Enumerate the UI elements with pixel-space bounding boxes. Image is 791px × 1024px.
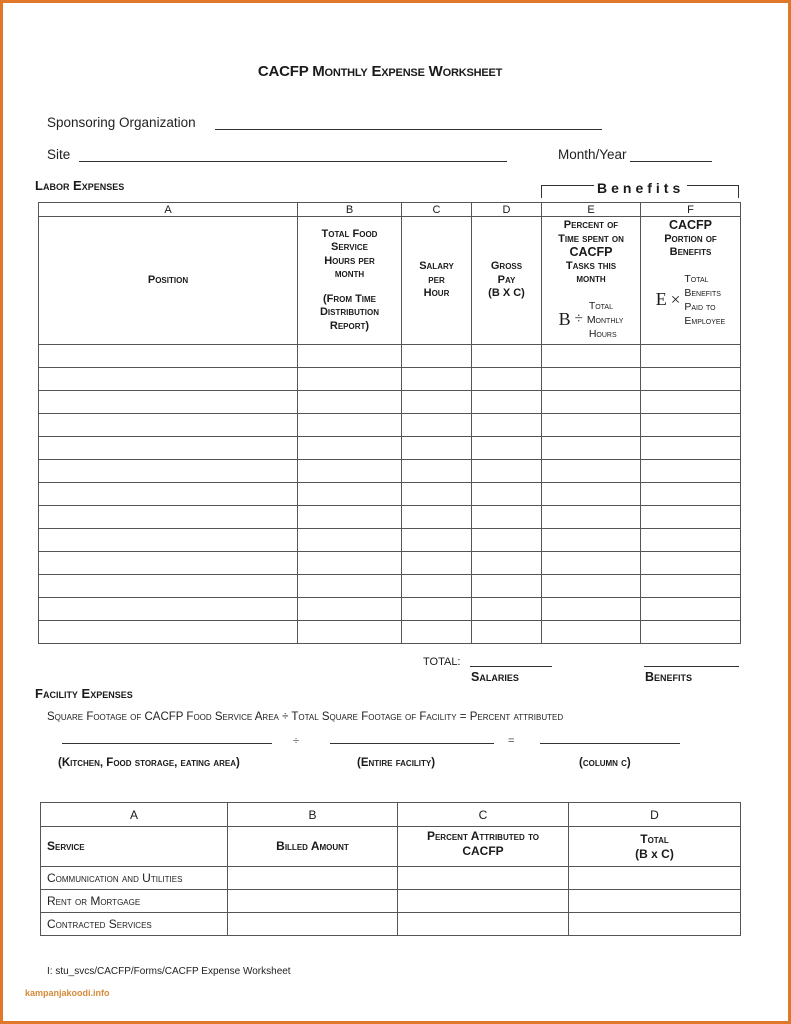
percent-time-cell[interactable] — [542, 414, 641, 437]
benefits-cell[interactable] — [641, 414, 741, 437]
hours-cell[interactable] — [298, 575, 402, 598]
equals-icon: = — [508, 735, 515, 747]
position-cell[interactable] — [39, 483, 298, 506]
divide-icon: ÷ — [293, 735, 300, 747]
total-cell[interactable] — [569, 867, 741, 890]
percent-cell[interactable] — [398, 890, 569, 913]
hours-cell[interactable] — [298, 391, 402, 414]
table-row — [39, 460, 741, 483]
table-row — [39, 345, 741, 368]
page-title: CACFP Monthly Expense Worksheet — [257, 63, 503, 80]
benefits-cell[interactable] — [641, 437, 741, 460]
site-field[interactable] — [79, 161, 507, 162]
gross-pay-cell[interactable] — [472, 529, 542, 552]
gross-pay-cell[interactable] — [472, 621, 542, 644]
gross-pay-cell[interactable] — [472, 345, 542, 368]
gross-pay-cell[interactable] — [472, 552, 542, 575]
percent-cell[interactable] — [398, 913, 569, 936]
col-letter: B — [298, 203, 402, 217]
percent-cell[interactable] — [398, 867, 569, 890]
percent-time-cell[interactable] — [542, 529, 641, 552]
total-salaries-field[interactable] — [470, 666, 552, 667]
col-letter: A — [39, 203, 298, 217]
kitchen-area-field[interactable] — [62, 743, 272, 744]
table-row — [39, 483, 741, 506]
header-percent-attributed: Percent Attributed to CACFP — [398, 827, 569, 867]
header-position: Position — [39, 217, 298, 345]
col-letter: C — [398, 803, 569, 827]
total-cell[interactable] — [569, 890, 741, 913]
percent-formula: B ÷ Total Monthly Hours — [558, 299, 624, 340]
hours-cell[interactable] — [298, 368, 402, 391]
percent-time-cell[interactable] — [542, 621, 641, 644]
facility-area-field[interactable] — [330, 743, 494, 744]
gross-pay-cell[interactable] — [472, 575, 542, 598]
header-row — [39, 217, 741, 345]
col-letter: B — [228, 803, 398, 827]
hours-cell[interactable] — [298, 621, 402, 644]
salary-cell[interactable] — [402, 621, 472, 644]
total-cell[interactable] — [569, 913, 741, 936]
table-row — [39, 529, 741, 552]
position-cell[interactable] — [39, 345, 298, 368]
formula-var-e: E — [655, 288, 667, 309]
col-letter: F — [641, 203, 741, 217]
table-row — [39, 437, 741, 460]
hours-cell[interactable] — [298, 460, 402, 483]
salary-cell[interactable] — [402, 506, 472, 529]
benefits-cell[interactable] — [641, 483, 741, 506]
hours-cell[interactable] — [298, 529, 402, 552]
percent-attributed-field[interactable] — [540, 743, 680, 744]
benefits-cell[interactable] — [641, 598, 741, 621]
salary-cell[interactable] — [402, 598, 472, 621]
salary-cell[interactable] — [402, 345, 472, 368]
header-cacfp-benefits: CACFP Portion of Benefits E × Total Benefits Paid to Employee — [641, 217, 741, 345]
formula-var-b: B — [558, 308, 571, 329]
percent-time-cell[interactable] — [542, 391, 641, 414]
percent-time-cell[interactable] — [542, 437, 641, 460]
col-letter: C — [402, 203, 472, 217]
hours-cell[interactable] — [298, 552, 402, 575]
percent-time-cell[interactable] — [542, 506, 641, 529]
benefits-group-label: Benefits — [594, 180, 687, 196]
position-cell[interactable] — [39, 529, 298, 552]
position-cell[interactable] — [39, 414, 298, 437]
service-name: Communication and Utilities — [41, 867, 228, 890]
table-row — [41, 913, 741, 936]
col-letter: D — [569, 803, 741, 827]
percent-time-cell[interactable] — [542, 368, 641, 391]
percent-time-cell[interactable] — [542, 575, 641, 598]
benefits-cell[interactable] — [641, 368, 741, 391]
header-percent-time: Percent of Time spent on CACFP Tasks this month B ÷ Total Monthly Hours — [542, 217, 641, 345]
benefits-cell[interactable] — [641, 345, 741, 368]
benefits-cell[interactable] — [641, 506, 741, 529]
table-row — [41, 867, 741, 890]
table-row — [39, 552, 741, 575]
month-year-label: Month/Year — [558, 147, 627, 162]
gross-pay-cell[interactable] — [472, 598, 542, 621]
header-gross-pay: Gross Pay (B X C) — [472, 217, 542, 345]
percent-time-cell[interactable] — [542, 552, 641, 575]
billed-amount-cell[interactable] — [228, 913, 398, 936]
header-total-hours: Total Food Service Hours per month (From Time Distribution Report) — [298, 217, 402, 345]
benefits-label: Benefits — [645, 670, 693, 684]
sponsoring-org-label: Sponsoring Organization — [47, 115, 196, 130]
billed-amount-cell[interactable] — [228, 890, 398, 913]
header-total: Total (B x C) — [569, 827, 741, 867]
salary-cell[interactable] — [402, 575, 472, 598]
col-letter: D — [472, 203, 542, 217]
salaries-label: Salaries — [471, 670, 519, 684]
salary-cell[interactable] — [402, 437, 472, 460]
facility-section-title: Facility Expenses — [35, 686, 133, 701]
position-cell[interactable] — [39, 598, 298, 621]
salary-cell[interactable] — [402, 414, 472, 437]
column-c-caption: (column c) — [579, 757, 631, 769]
gross-pay-cell[interactable] — [472, 368, 542, 391]
benefits-cell[interactable] — [641, 460, 741, 483]
total-label: TOTAL: — [423, 656, 461, 668]
benefits-formula: E × Total Benefits Paid to Employee — [655, 272, 726, 327]
header-service: Service — [41, 827, 228, 867]
gross-pay-cell[interactable] — [472, 437, 542, 460]
hours-cell[interactable] — [298, 506, 402, 529]
position-cell[interactable] — [39, 621, 298, 644]
col-letter: E — [542, 203, 641, 217]
labor-expenses-table — [38, 202, 741, 644]
column-letter-row — [39, 203, 741, 217]
percent-time-cell[interactable] — [542, 598, 641, 621]
header-row — [41, 827, 741, 867]
table-row — [39, 414, 741, 437]
service-name: Rent or Mortgage — [41, 890, 228, 913]
billed-amount-cell[interactable] — [228, 867, 398, 890]
sponsoring-org-field[interactable] — [215, 129, 602, 130]
divide-icon: ÷ — [574, 310, 583, 327]
benefits-cell[interactable] — [641, 529, 741, 552]
position-cell[interactable] — [39, 391, 298, 414]
table-row — [39, 575, 741, 598]
gross-pay-cell[interactable] — [472, 483, 542, 506]
gross-pay-cell[interactable] — [472, 460, 542, 483]
site-label: Site — [47, 147, 71, 162]
total-benefits-field[interactable] — [644, 666, 739, 667]
table-row — [39, 506, 741, 529]
header-salary-per-hour: Salary per Hour — [402, 217, 472, 345]
percent-time-cell[interactable] — [542, 345, 641, 368]
position-cell[interactable] — [39, 506, 298, 529]
hours-cell[interactable] — [298, 598, 402, 621]
salary-cell[interactable] — [402, 460, 472, 483]
hours-cell[interactable] — [298, 437, 402, 460]
benefits-cell[interactable] — [641, 575, 741, 598]
entire-facility-caption: (Entire facility) — [357, 757, 436, 769]
gross-pay-cell[interactable] — [472, 414, 542, 437]
column-letter-row — [41, 803, 741, 827]
col-letter: A — [41, 803, 228, 827]
watermark: kampanjakoodi.info — [25, 988, 110, 998]
table-row — [39, 368, 741, 391]
percent-time-cell[interactable] — [542, 460, 641, 483]
kitchen-caption: (Kitchen, Food storage, eating area) — [58, 757, 240, 769]
labor-section-title: Labor Expenses — [35, 178, 125, 193]
gross-pay-cell[interactable] — [472, 391, 542, 414]
salary-cell[interactable] — [402, 391, 472, 414]
position-cell[interactable] — [39, 460, 298, 483]
position-cell[interactable] — [39, 552, 298, 575]
salary-cell[interactable] — [402, 529, 472, 552]
benefits-cell[interactable] — [641, 621, 741, 644]
table-row — [39, 391, 741, 414]
salary-cell[interactable] — [402, 552, 472, 575]
hours-cell[interactable] — [298, 414, 402, 437]
position-cell[interactable] — [39, 575, 298, 598]
salary-cell[interactable] — [402, 368, 472, 391]
gross-pay-cell[interactable] — [472, 506, 542, 529]
facility-formula-text: Square Footage of CACFP Food Service Area ÷ Total Square Footage of Facility = Percent attributed — [47, 711, 564, 723]
benefits-cell[interactable] — [641, 552, 741, 575]
month-year-field[interactable] — [630, 161, 712, 162]
position-cell[interactable] — [39, 368, 298, 391]
table-row — [39, 621, 741, 644]
percent-time-cell[interactable] — [542, 483, 641, 506]
benefits-cell[interactable] — [641, 391, 741, 414]
header-billed-amount: Billed Amount — [228, 827, 398, 867]
hours-cell[interactable] — [298, 345, 402, 368]
facility-expenses-table — [40, 802, 741, 936]
table-row — [39, 598, 741, 621]
multiply-icon: × — [670, 289, 681, 309]
footer-file-path: I: stu_svcs/CACFP/Forms/CACFP Expense Worksheet — [47, 966, 291, 977]
hours-cell[interactable] — [298, 483, 402, 506]
position-cell[interactable] — [39, 437, 298, 460]
service-name: Contracted Services — [41, 913, 228, 936]
table-row — [41, 890, 741, 913]
salary-cell[interactable] — [402, 483, 472, 506]
